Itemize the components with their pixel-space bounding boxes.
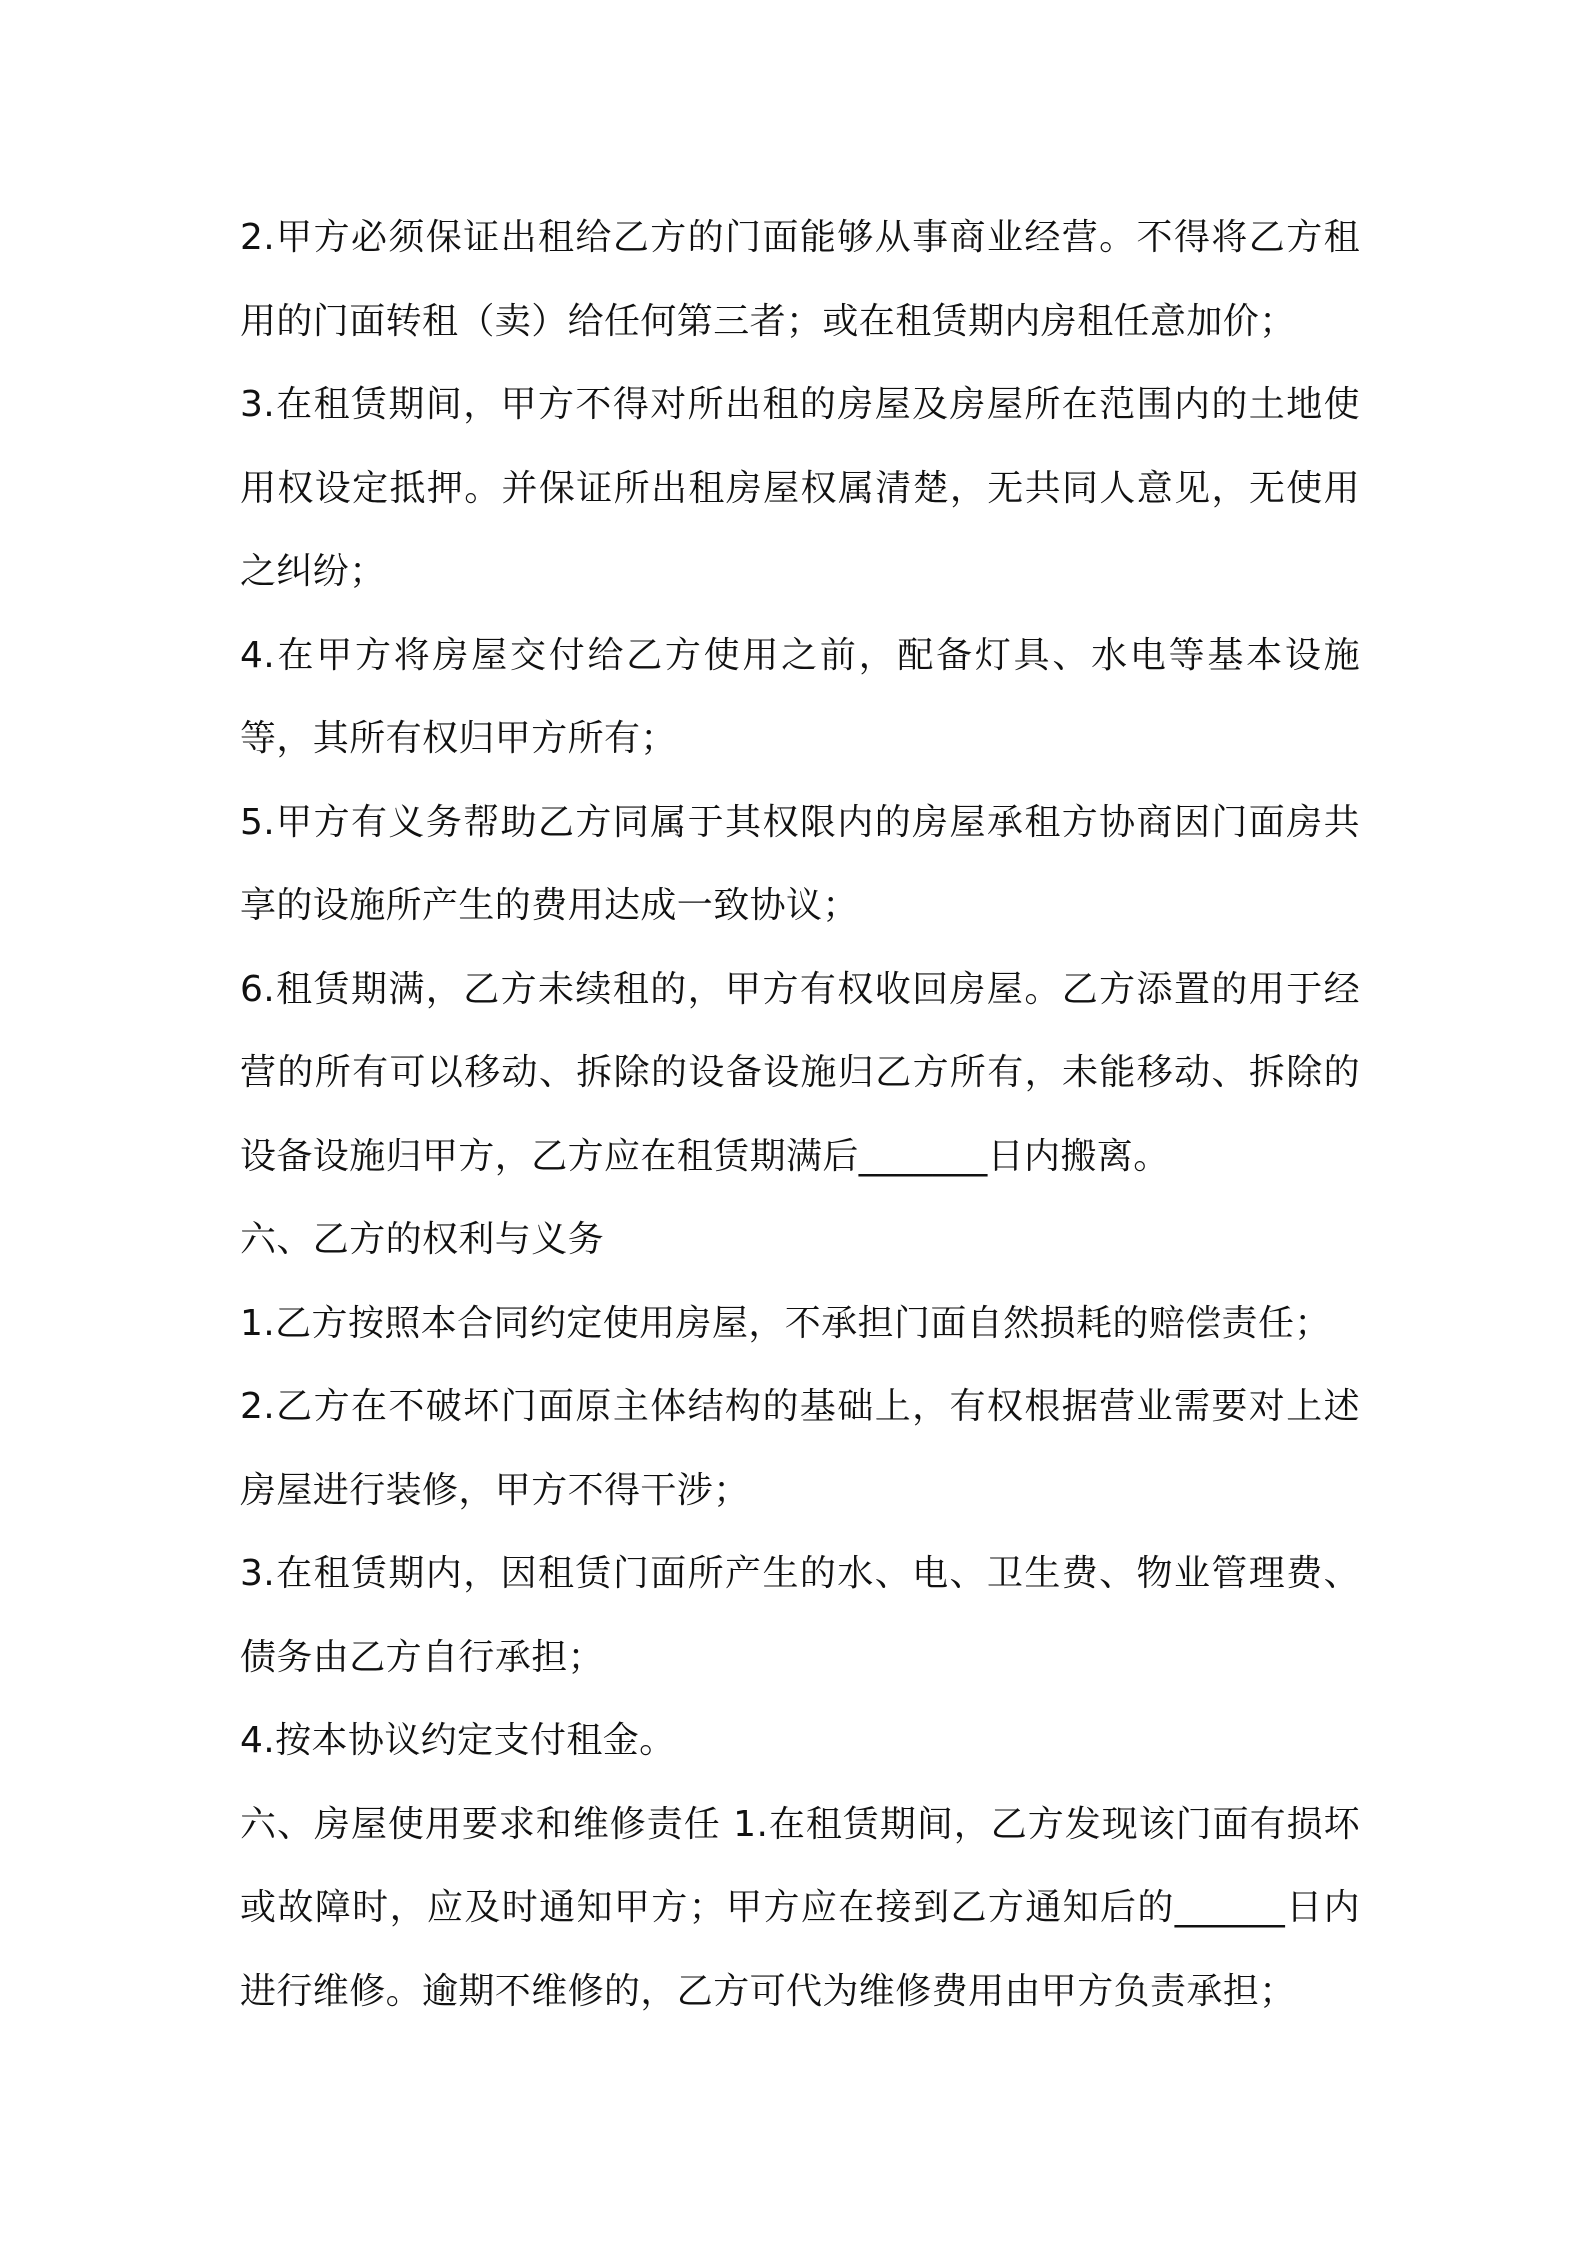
paragraph-tenant-duty-2: 2.乙方在不破坏门面原主体结构的基础上，有权根据营业需要对上述房屋进行装修，甲方不得干涉； xyxy=(240,1386,1360,1511)
paragraph-landlord-duty-2: 2.甲方必须保证出租给乙方的门面能够从事商业经营。不得将乙方租用的门面转租（卖）给任何第三者；或在租赁期内房租任意加价； xyxy=(240,217,1360,342)
paragraph-landlord-duty-4: 4.在甲方将房屋交付给乙方使用之前，配备灯具、水电等基本设施等，其所有权归甲方所有； xyxy=(240,634,1360,759)
paragraph-tenant-duty-1: 1.乙方按照本合同约定使用房屋，不承担门面自然损耗的赔偿责任； xyxy=(240,1302,1331,1344)
paragraph-tenant-duty-3: 3.在租赁期内，因租赁门面所产生的水、电、卫生费、物业管理费、债务由乙方自行承担； xyxy=(240,1553,1360,1678)
section-heading-tenant-rights: 六、乙方的权利与义务 xyxy=(240,1219,605,1260)
document-body xyxy=(240,196,1360,2033)
paragraph-tenant-duty-4: 4.按本协议约定支付租金。 xyxy=(240,1720,676,1761)
paragraph-landlord-duty-6: 6.租赁期满，乙方未续租的，甲方有权收回房屋。乙方添置的用于经营的所有可以移动、拆除的设备设施归乙方所有，未能移动、拆除的设备设施归甲方，乙方应在租赁期满后_______日内搬离。 xyxy=(240,968,1360,1177)
paragraph-landlord-duty-5: 5.甲方有义务帮助乙方同属于其权限内的房屋承租方协商因门面房共享的设施所产生的费用达成一致协议； xyxy=(240,801,1360,926)
paragraph-maintenance-section: 六、房屋使用要求和维修责任 1.在租赁期间，乙方发现该门面有损坏或故障时，应及时通知甲方；甲方应在接到乙方通知后的______日内进行维修。逾期不维修的，乙方可代为维修费用由甲方负责承担； xyxy=(240,1803,1360,2012)
paragraph-landlord-duty-3: 3.在租赁期间，甲方不得对所出租的房屋及房屋所在范围内的土地使用权设定抵押。并保证所出租房屋权属清楚，无共同人意见，无使用之纠纷； xyxy=(240,384,1360,592)
